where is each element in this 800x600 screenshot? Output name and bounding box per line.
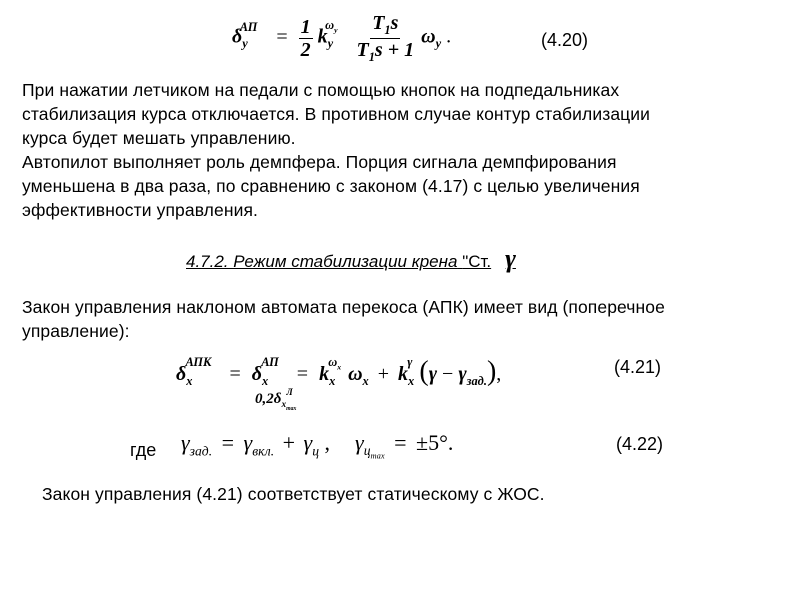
transfer-fraction: $\frac{T_1s}{T_1s + 1}$ bbox=[356, 12, 415, 64]
text-line: управление): bbox=[22, 321, 130, 341]
formula-4-21: $\delta_x^{АПК} = \delta_x^{АП} = k_x^{\omega_x}$ $\omega_x + k_x^\gamma$ $(\gamma - \gamma_{зад.})$, bbox=[176, 355, 502, 388]
text-line: эффективности управления. bbox=[22, 200, 259, 220]
equation-number-4-22: (4.22) bbox=[616, 434, 664, 454]
text-line: Закон управления наклоном автомата перекоса (АПК) имеет вид (поперечное bbox=[22, 297, 665, 317]
equation-number-4-21: (4.21) bbox=[614, 357, 662, 377]
text-line: Автопилот выполняет роль демпфера. Порция сигнала демпфирования bbox=[22, 152, 617, 172]
text-line: стабилизация курса отключается. В противном случае контур стабилизации bbox=[22, 104, 651, 124]
section-heading bbox=[186, 244, 534, 274]
formula-4-22-prefix: где bbox=[130, 440, 157, 460]
delta-symbol: δ bbox=[232, 25, 243, 48]
formula-4-20: $\delta_y^{АП}$ = $\frac{1}{2}$ $k_y^{\omega_y}$ $\frac{T_1s}{T_1s + 1}$ $\omega_y$ . bbox=[232, 12, 452, 64]
half-fraction: $\frac{1}{2}$ bbox=[300, 15, 311, 61]
section-heading-title: 4.7.2. Режим стабилизации крена bbox=[186, 252, 458, 271]
gamma-symbol: γ bbox=[505, 244, 516, 273]
text-line: курса будет мешать управлению. bbox=[22, 128, 296, 148]
text-line: При нажатии летчиком на педали с помощью кнопок на подпедальниках bbox=[22, 80, 620, 100]
formula-4-21-limit: $0,2\delta_{x_{max}}^Л$ bbox=[255, 388, 297, 412]
formula-4-22: $\gamma_{зад.} = \gamma_{вкл.} + \gamma_ц$ , $\gamma_{ц_{max}} = \pm 5^\circ$. bbox=[181, 430, 454, 462]
paragraph-pedal-control bbox=[22, 78, 782, 222]
section-heading-suffix: "Ст. bbox=[462, 252, 492, 271]
text-line: уменьшена в два раза, по сравнению с законом (4.17) с целью увеличения bbox=[22, 176, 640, 196]
paragraph-apk-law bbox=[22, 295, 782, 343]
equation-number-4-20: (4.20) bbox=[541, 30, 589, 50]
paragraph-static-law: Закон управления (4.21) соответствует статическому с ЖОС. bbox=[42, 484, 545, 504]
